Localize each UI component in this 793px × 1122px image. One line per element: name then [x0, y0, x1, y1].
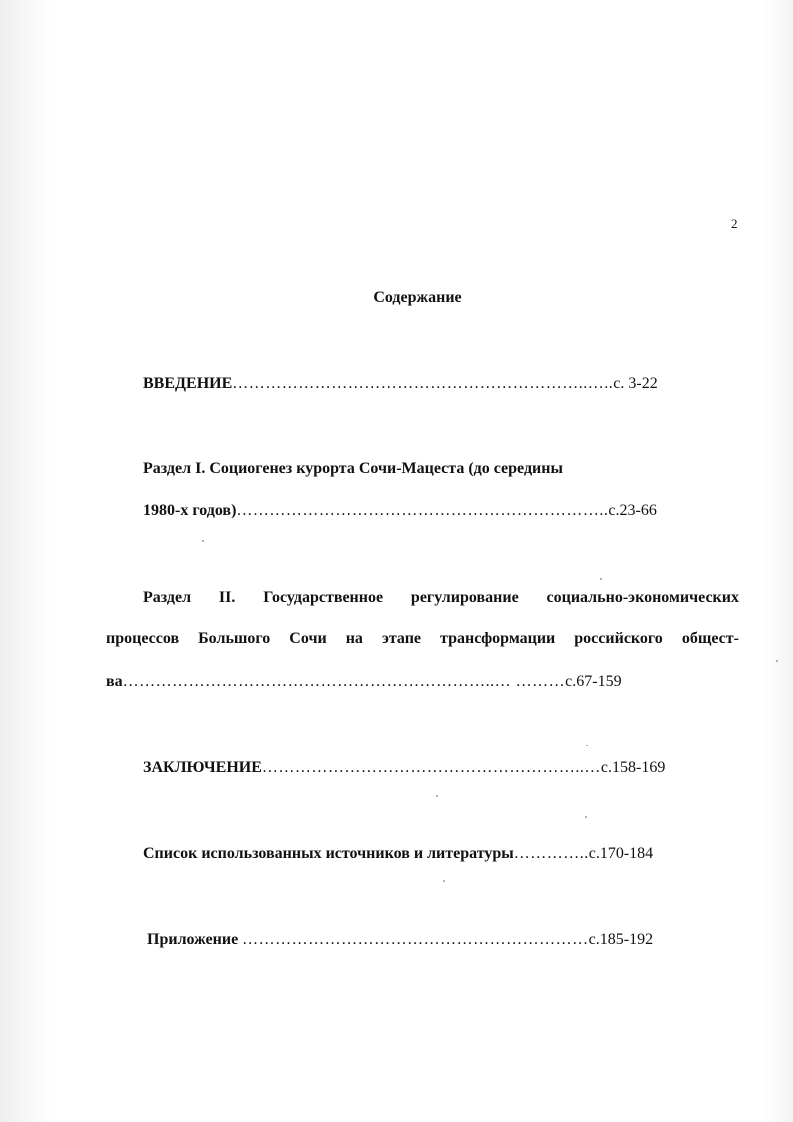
toc-word: процессов: [106, 630, 180, 647]
scan-speck: [585, 816, 587, 818]
scan-speck: [776, 660, 778, 662]
scan-speck: [443, 880, 445, 882]
toc-leader-dots: …………………………………………………………..… ………: [122, 673, 566, 690]
toc-page-range: с. 3-22: [613, 375, 658, 392]
toc-word: на: [345, 630, 363, 647]
toc-page-range: с.67-159: [565, 673, 622, 690]
toc-entry-label: Приложение: [147, 931, 243, 948]
toc-entry-label: 1980-х годов): [143, 502, 237, 519]
scan-speck: [586, 745, 588, 746]
toc-entry-section2-line1: [143, 589, 739, 607]
toc-page-range: с.170-184: [588, 845, 654, 862]
toc-entry-appendix: [147, 931, 653, 949]
toc-word: Большого: [198, 630, 271, 647]
toc-leader-dots: …………………………………………………..…: [261, 759, 601, 776]
toc-page-range: с.185-192: [588, 931, 654, 948]
scan-speck: [436, 795, 438, 797]
toc-leader-dots: ………………………………………………………: [242, 931, 589, 948]
toc-page-range: с.23-66: [608, 502, 657, 519]
scan-speck: [202, 540, 204, 542]
toc-title: Содержание: [373, 289, 462, 306]
scan-speck: [600, 578, 602, 580]
toc-word: II.: [218, 589, 236, 606]
toc-entry-section2-line2: [106, 630, 739, 648]
toc-entry-sources: [143, 845, 653, 863]
toc-entry-label: ВВЕДЕНИЕ: [143, 375, 233, 392]
toc-leader-dots: …………………………………………………………..: [236, 502, 609, 519]
toc-word: российского: [574, 630, 663, 647]
toc-word: трансформации: [440, 630, 556, 647]
toc-leader-dots: ………………………………………………………..…..: [232, 375, 614, 392]
scan-edge-shadow-right: [763, 0, 793, 1122]
toc-word: Государственное: [263, 589, 384, 606]
scan-edge-shadow: [0, 0, 52, 1122]
toc-word: регулирование: [410, 589, 519, 606]
toc-word: Сочи: [289, 630, 327, 647]
toc-entry-label: Список использованных источников и литературы: [143, 845, 514, 862]
toc-entry-section1-line1: Раздел I. Социогенез курорта Сочи-Мацеста (до середины: [143, 460, 563, 477]
toc-word: этапе: [381, 630, 422, 647]
toc-entry-label: ЗАКЛЮЧЕНИЕ: [143, 759, 262, 776]
toc-entry-section1-line2: [143, 502, 657, 520]
toc-page-range: с.158-169: [600, 759, 666, 776]
toc-entry-conclusion: [143, 759, 665, 777]
toc-entry-label: ва: [106, 673, 123, 690]
toc-word: общест-: [681, 630, 739, 647]
toc-word: Раздел: [143, 589, 192, 606]
toc-entry-intro: [143, 375, 658, 393]
toc-word: социально-экономических: [546, 589, 739, 606]
toc-entry-section2-line3: [106, 673, 622, 691]
page-number: 2: [731, 216, 738, 231]
toc-leader-dots: …………..: [513, 845, 589, 862]
